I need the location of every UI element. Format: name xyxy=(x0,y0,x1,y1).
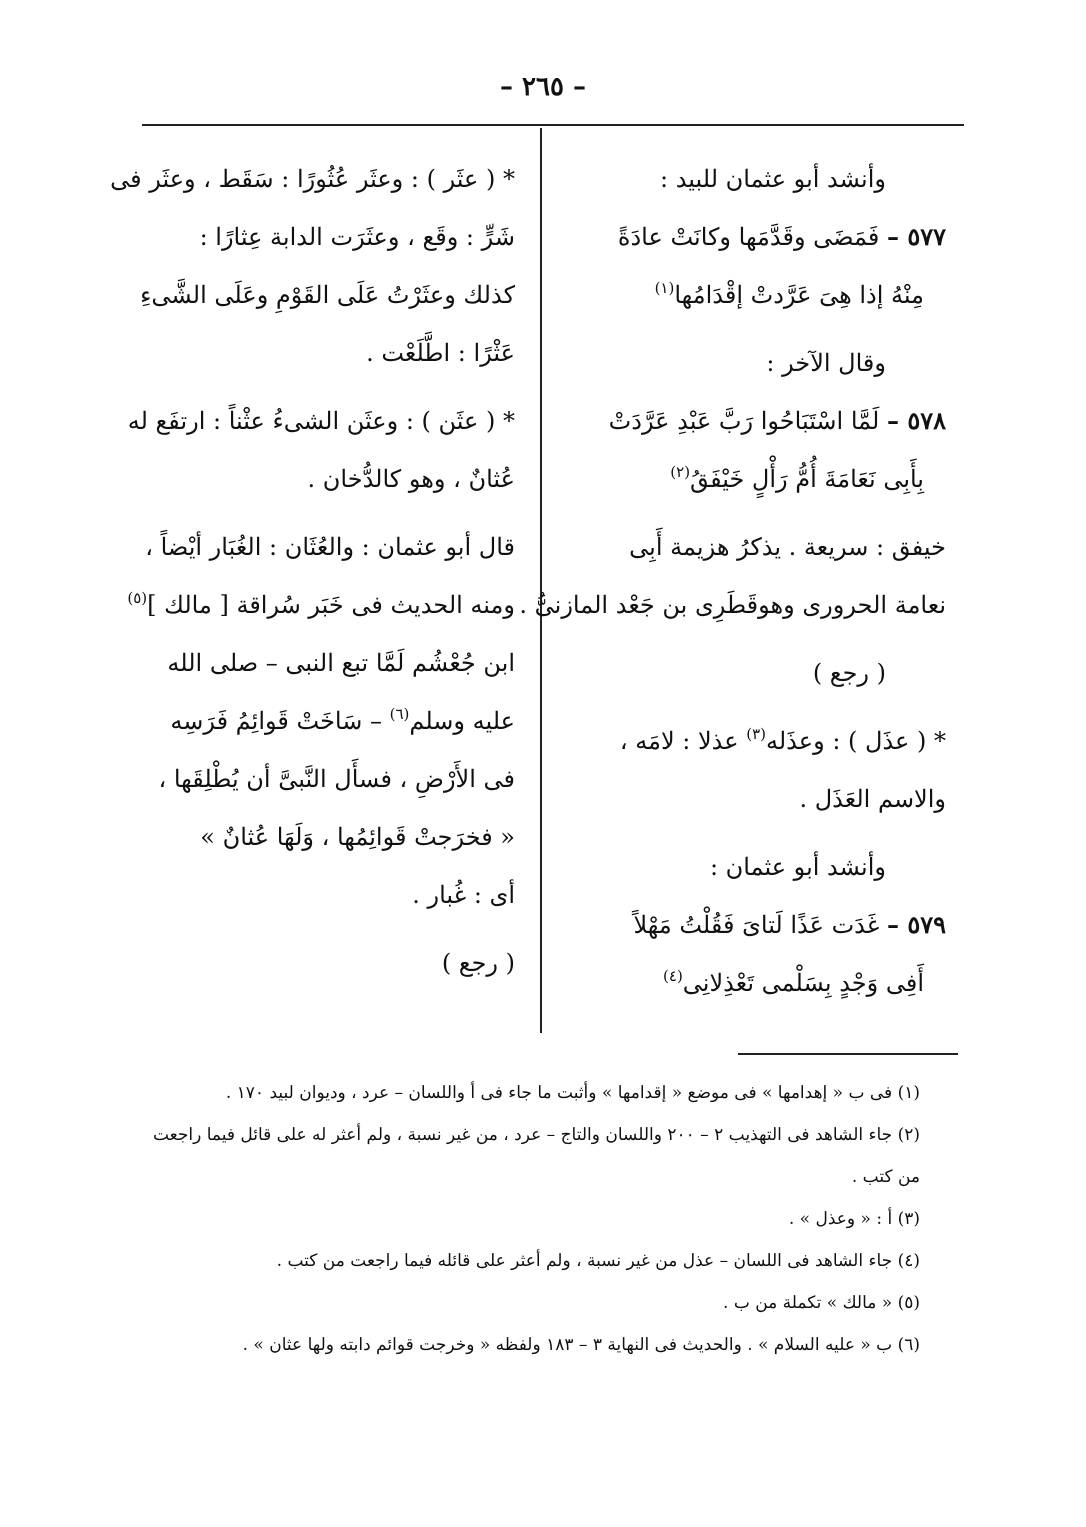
line-text: غَدَت عَذًا لَتاىَ فَقُلْتُ مَهْلاً xyxy=(633,911,887,939)
line-text: فَمَضَى وقَدَّمَها وكانَتْ عادَةً xyxy=(617,223,887,251)
text-line xyxy=(566,712,946,770)
line-text: شَرٍّ : وقَع ، وعثَرَت الدابة عِثارًا : xyxy=(199,223,515,251)
text-line xyxy=(566,450,946,508)
text-line xyxy=(566,644,946,702)
line-text: وأنشد أبو عثمان للبيد : xyxy=(659,165,886,193)
text-line xyxy=(140,750,515,808)
line-text: ابن جُعْشُم لَمَّا تبع النبى – صلى الله xyxy=(167,649,515,677)
text-line xyxy=(566,770,946,828)
text-line xyxy=(566,954,946,1012)
verse-number: ٥٧٩ – xyxy=(886,910,946,939)
text-line xyxy=(566,208,946,266)
line-text-continued: – سَاخَتْ قَوائِمُ فَرَسِه xyxy=(170,707,390,735)
line-text: * ( عذَل ) : وعذَله xyxy=(766,727,946,755)
text-line xyxy=(566,896,946,954)
text-line xyxy=(140,266,515,324)
line-text: ( رجع ) xyxy=(441,949,515,977)
text-line xyxy=(140,634,515,692)
footnote: (٤) جاء الشاهد فى اللسان – عذل من غير نسبة ، ولم أعثر على قائله فيما راجعت من كتب . xyxy=(276,1251,920,1271)
footnote-rule xyxy=(738,1053,958,1055)
page-number: – ٢٦٥ – xyxy=(499,72,587,102)
text-line xyxy=(140,692,515,750)
line-text: * ( عثَر ) : وعثَر عُثُورًا : سَقَط ، وعثَر فى xyxy=(110,165,515,193)
line-text: والاسم العَذَل . xyxy=(799,785,946,813)
line-text: مِنْهُ إذا هِىَ عَرَّدتْ إقْدَامُها xyxy=(674,281,924,309)
line-text: فى الأَرْضِ ، فسأَل النَّبىَّ أن يُطْلِقَها ، xyxy=(158,765,515,793)
right-column xyxy=(519,150,946,1012)
text-line xyxy=(140,934,515,992)
line-text: عَثْرًا : اطَّلَعْت . xyxy=(366,339,515,367)
line-text: عليه وسلم xyxy=(409,707,515,735)
line-text: بِأَبِى نَعَامَةَ أُمُّ رَأْلٍ خَيْفَقُ xyxy=(690,465,924,493)
line-text: لَمَّا اسْتَبَاحُوا رَبَّ عَبْدِ عَرَّدَتْ xyxy=(608,407,887,435)
left-column xyxy=(110,150,515,992)
line-text: * ( عثَن ) : وعثَن الشىءُ عثْناً : ارتفَع له xyxy=(127,407,515,435)
line-text: أَفِى وَجْدٍ بِسَلْمى تَعْذِلانِى xyxy=(682,969,924,997)
footnote: (٣) أ : « وعذل » . xyxy=(788,1209,920,1229)
text-line xyxy=(566,392,946,450)
text-line xyxy=(140,324,515,382)
text-line xyxy=(566,518,946,576)
text-line xyxy=(140,450,515,508)
line-text: خيفق : سريعة . يذكرُ هزيمة أَبِى xyxy=(629,533,946,561)
footnote: (١) فى ب « إهدامها » فى موضع « إقدامها » وأثبت ما جاء فى أ واللسان – عرد ، وديوان لبيد ١٧٠ . xyxy=(225,1083,920,1103)
footnote: (٦) ب « عليه السلام » . والحديث فى النهاية ٣ – ١٨٣ ولفظه « وخرجت قوائم دابته ولها عثان » . xyxy=(242,1335,920,1355)
footnote-marker: (١) xyxy=(654,279,675,297)
footnote-marker: (٣) xyxy=(746,725,766,743)
footnote-marker: (٦) xyxy=(389,705,410,723)
text-line xyxy=(140,866,515,924)
line-text: وأنشد أبو عثمان : xyxy=(709,853,886,881)
footnotes xyxy=(140,1072,920,1366)
footnote-marker: (٤) xyxy=(663,967,683,985)
text-line xyxy=(127,392,515,450)
line-text: نعامة الحرورى وهوقَطَرِى بن جَعْد المازنىُّ . xyxy=(519,591,946,619)
text-line xyxy=(566,838,946,896)
line-text: عُثانٌ ، وهو كالدُّخان . xyxy=(307,465,515,493)
line-text: « فخرَجتْ قَوائِمُها ، وَلَهَا عُثانٌ » xyxy=(200,823,515,851)
line-text: كذلك وعثَرْتُ عَلَى القَوْمِ وعَلَى الشَّىءِ xyxy=(140,281,515,309)
line-text-continued: عذلا : لامَه ، xyxy=(619,727,747,755)
text-line xyxy=(127,576,515,634)
header-rule xyxy=(142,124,964,126)
footnote: (٢) جاء الشاهد فى التهذيب ٢ – ٢٠٠ واللسان والتاج – عرد ، من غير نسبة ، ولم أعثر له على قائل فيما راجعت xyxy=(152,1125,920,1145)
text-line xyxy=(110,150,515,208)
footnote: (٥) « مالك » تكملة من ب . xyxy=(723,1293,920,1313)
text-line xyxy=(519,576,946,634)
text-line xyxy=(140,208,515,266)
text-line xyxy=(140,518,515,576)
text-line xyxy=(566,150,946,208)
line-text: أى : غُبار . xyxy=(412,881,515,909)
line-text: ( رجع ) xyxy=(812,659,886,687)
footnote: من كتب . xyxy=(851,1167,920,1187)
text-line xyxy=(140,808,515,866)
line-text: وقال الآخر : xyxy=(766,349,886,377)
verse-number: ٥٧٨ – xyxy=(886,406,946,435)
verse-number: ٥٧٧ – xyxy=(886,222,946,251)
text-line xyxy=(566,266,946,324)
footnote-marker: (٥) xyxy=(127,589,148,607)
line-text: قال أبو عثمان : والعُثَان : الغُبَار أيْضاً ، xyxy=(145,533,515,561)
footnote-marker: (٢) xyxy=(670,463,691,481)
line-text: ومنه الحديث فى خَبَر سُراقة [ مالك ] xyxy=(147,591,515,619)
text-line xyxy=(566,334,946,392)
